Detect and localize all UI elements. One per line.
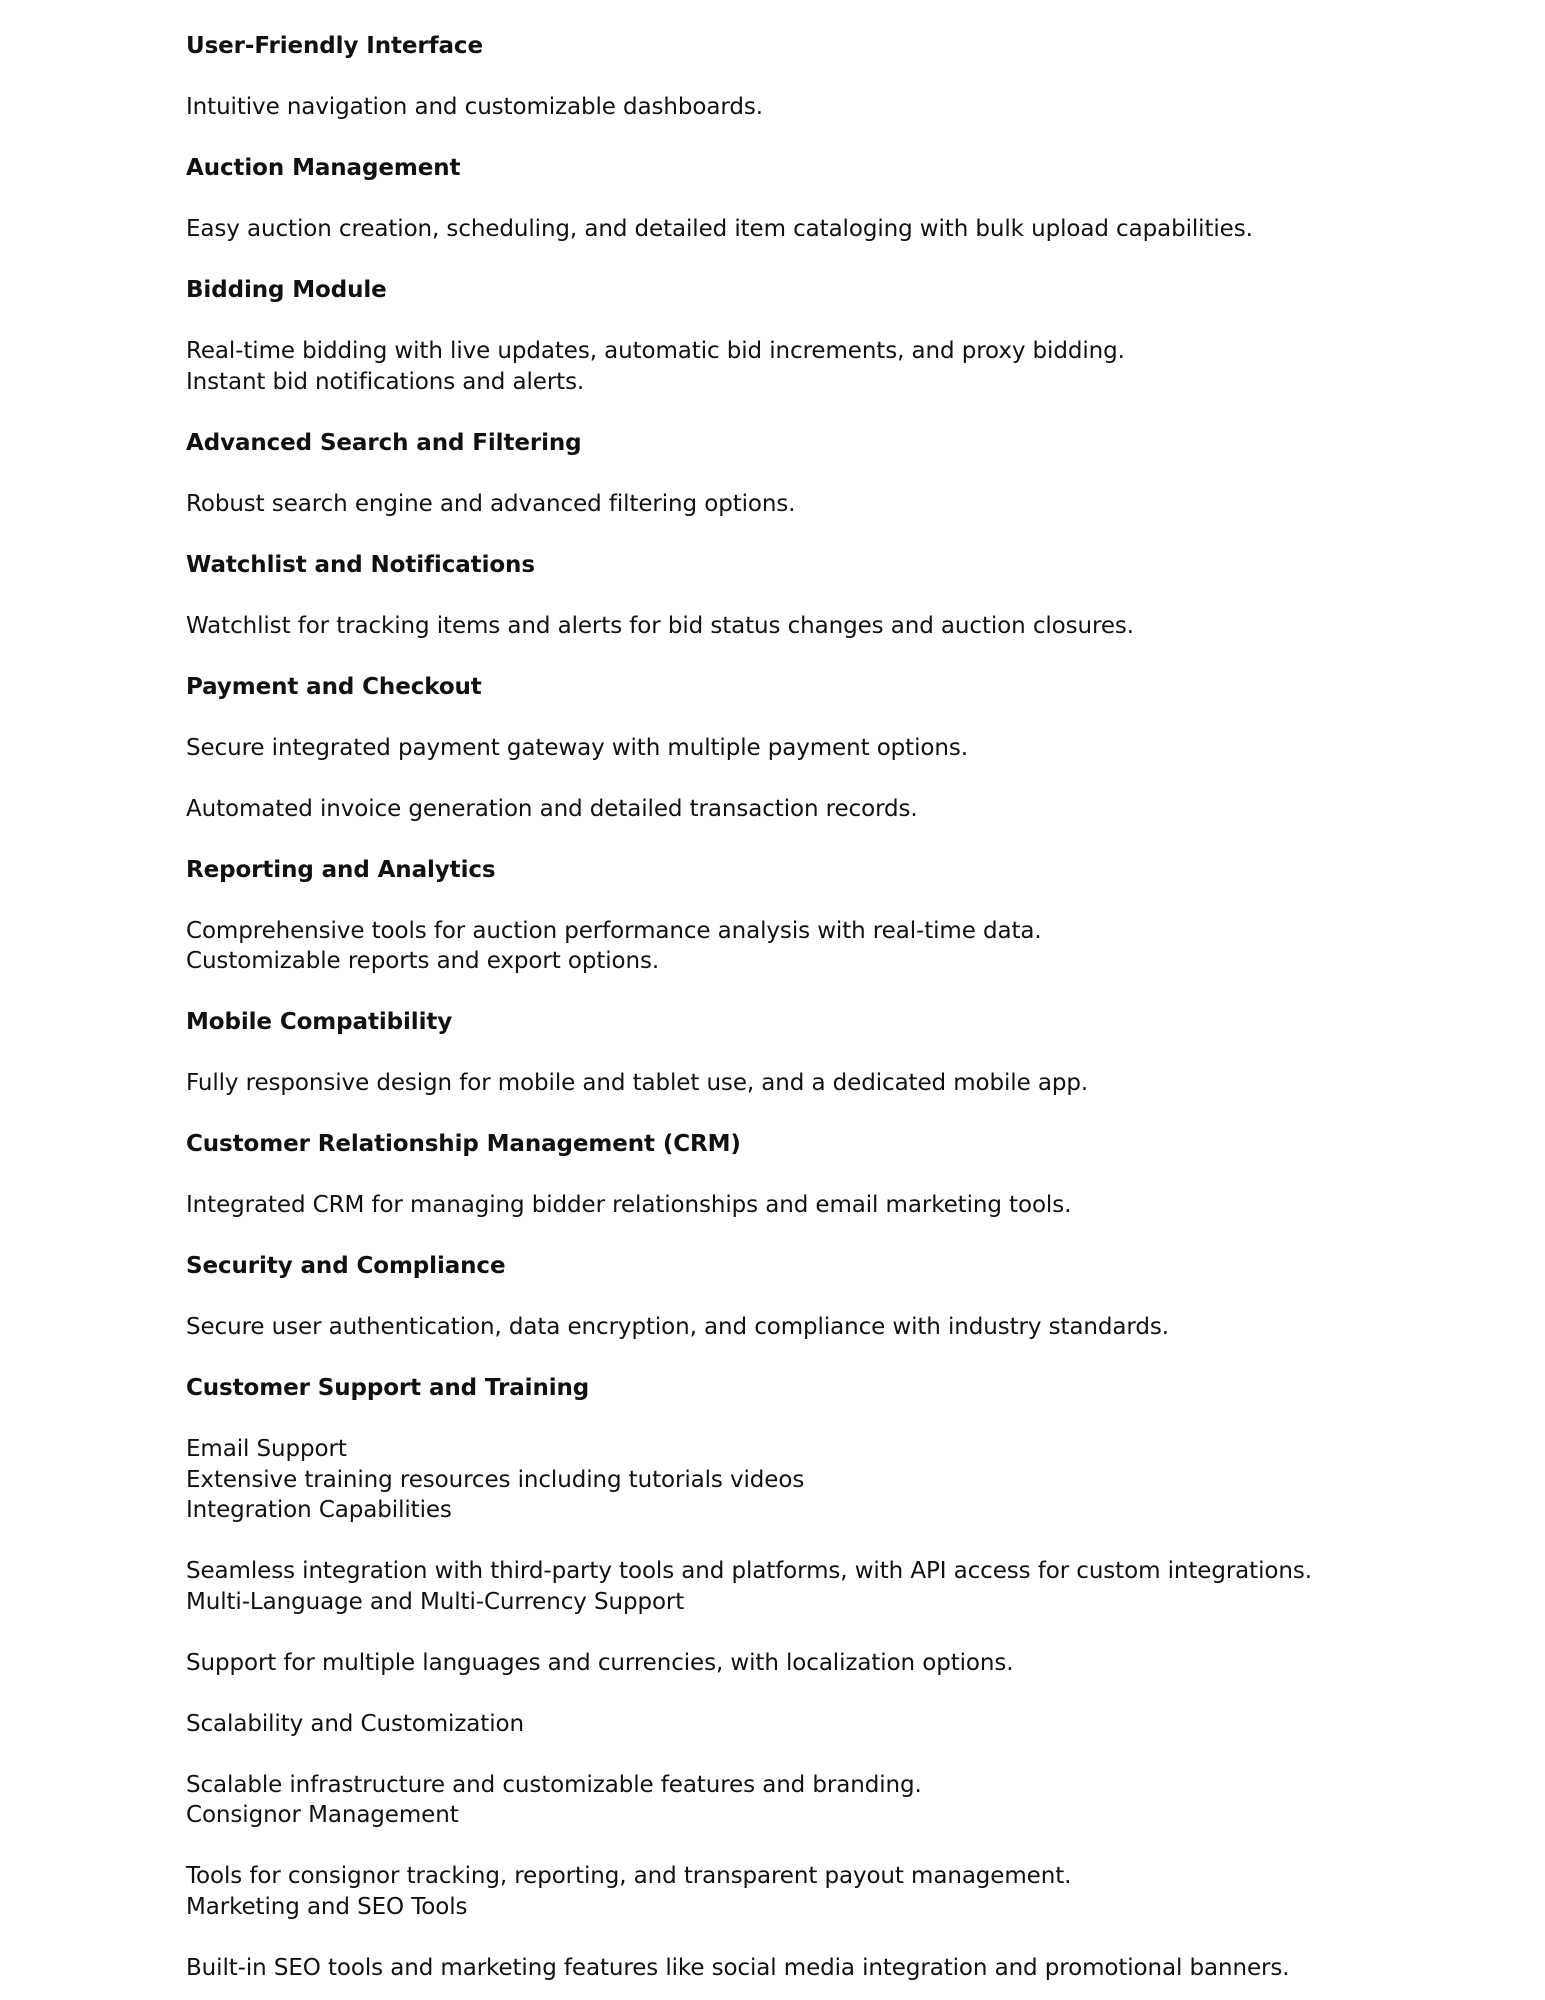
body-text-line: Customizable reports and export options. bbox=[186, 948, 660, 974]
body-text-line: Robust search engine and advanced filtering options. bbox=[186, 490, 796, 517]
section-heading: Auction Management bbox=[186, 155, 461, 181]
paragraph-spacer bbox=[186, 641, 1486, 672]
body-text-line: Secure integrated payment gateway with multiple payment options. bbox=[186, 734, 968, 761]
paragraph-spacer bbox=[186, 1099, 1486, 1130]
paragraph-spacer bbox=[186, 702, 1486, 733]
paragraph-spacer bbox=[186, 245, 1486, 276]
paragraph-spacer bbox=[186, 1404, 1486, 1435]
section-heading: Customer Relationship Management (CRM) bbox=[186, 1131, 741, 1157]
paragraph-spacer bbox=[186, 519, 1486, 550]
section-heading: Customer Support and Training bbox=[186, 1375, 590, 1401]
paragraph-spacer bbox=[186, 885, 1486, 916]
paragraph-spacer bbox=[186, 1160, 1486, 1191]
paragraph-spacer bbox=[186, 184, 1486, 215]
body-text-line: Consignor Management bbox=[186, 1802, 459, 1828]
body-text-line: Watchlist for tracking items and alerts for bid status changes and auction closures. bbox=[186, 612, 1134, 639]
body-text-line: Intuitive navigation and customizable dashboards. bbox=[186, 94, 763, 120]
body-text-line: Tools for consignor tracking, reporting, and transparent payout management. bbox=[186, 1863, 1072, 1889]
paragraph-spacer bbox=[186, 306, 1486, 337]
paragraph-spacer bbox=[186, 1282, 1486, 1313]
paragraph-spacer bbox=[186, 1038, 1486, 1069]
body-text-line: Real-time bidding with live updates, automatic bid increments, and proxy bidding. bbox=[186, 338, 1125, 364]
body-text-line: Comprehensive tools for auction performance analysis with real-time data. bbox=[186, 917, 1042, 944]
section-heading: Advanced Search and Filtering bbox=[186, 429, 582, 456]
body-text-line: Scalability and Customization bbox=[186, 1710, 524, 1737]
body-text-line: Seamless integration with third-party tools and platforms, with API access for custom integrations. bbox=[186, 1558, 1312, 1584]
body-text-line: Email Support bbox=[186, 1436, 347, 1462]
section-heading: Mobile Compatibility bbox=[186, 1009, 453, 1035]
body-text-line: Secure user authentication, data encryption, and compliance with industry standards. bbox=[186, 1314, 1169, 1340]
section-heading: Watchlist and Notifications bbox=[186, 551, 535, 578]
paragraph-spacer bbox=[186, 1739, 1486, 1770]
paragraph-spacer bbox=[186, 1617, 1486, 1648]
paragraph-spacer bbox=[186, 977, 1486, 1008]
paragraph-spacer bbox=[186, 1831, 1486, 1862]
section-heading: User-Friendly Interface bbox=[186, 33, 483, 59]
body-text-line: Multi-Language and Multi-Currency Support bbox=[186, 1588, 685, 1615]
paragraph-spacer bbox=[186, 458, 1486, 489]
body-text-line: Easy auction creation, scheduling, and detailed item cataloging with bulk upload capabilities. bbox=[186, 216, 1253, 242]
paragraph-spacer bbox=[186, 824, 1486, 855]
body-text-line: Integrated CRM for managing bidder relationships and email marketing tools. bbox=[186, 1192, 1072, 1218]
section-heading: Bidding Module bbox=[186, 277, 387, 303]
body-text-line: Extensive training resources including tutorials videos bbox=[186, 1466, 805, 1493]
body-text-line: Support for multiple languages and currencies, with localization options. bbox=[186, 1649, 1014, 1676]
section-heading: Reporting and Analytics bbox=[186, 856, 496, 883]
body-text-line: Fully responsive design for mobile and tablet use, and a dedicated mobile app. bbox=[186, 1070, 1089, 1096]
paragraph-spacer bbox=[186, 1343, 1486, 1374]
section-heading: Security and Compliance bbox=[186, 1253, 506, 1279]
body-text-line: Integration Capabilities bbox=[186, 1497, 452, 1523]
paragraph-spacer bbox=[186, 1922, 1486, 1953]
paragraph-spacer bbox=[186, 123, 1486, 154]
body-text-line: Automated invoice generation and detailed transaction records. bbox=[186, 795, 918, 822]
paragraph-spacer bbox=[186, 1526, 1486, 1557]
paragraph-spacer bbox=[186, 1221, 1486, 1252]
body-text-line: Instant bid notifications and alerts. bbox=[186, 368, 585, 395]
paragraph-spacer bbox=[186, 763, 1486, 794]
paragraph-spacer bbox=[186, 1678, 1486, 1709]
paragraph-spacer bbox=[186, 62, 1486, 93]
section-heading: Payment and Checkout bbox=[186, 673, 482, 700]
paragraph-spacer bbox=[186, 397, 1486, 428]
document-body bbox=[186, 31, 1486, 1983]
body-text-line: Built-in SEO tools and marketing features like social media integration and promotional banners. bbox=[186, 1954, 1290, 1981]
body-text-line: Marketing and SEO Tools bbox=[186, 1893, 468, 1920]
paragraph-spacer bbox=[186, 580, 1486, 611]
body-text-line: Scalable infrastructure and customizable features and branding. bbox=[186, 1771, 922, 1798]
